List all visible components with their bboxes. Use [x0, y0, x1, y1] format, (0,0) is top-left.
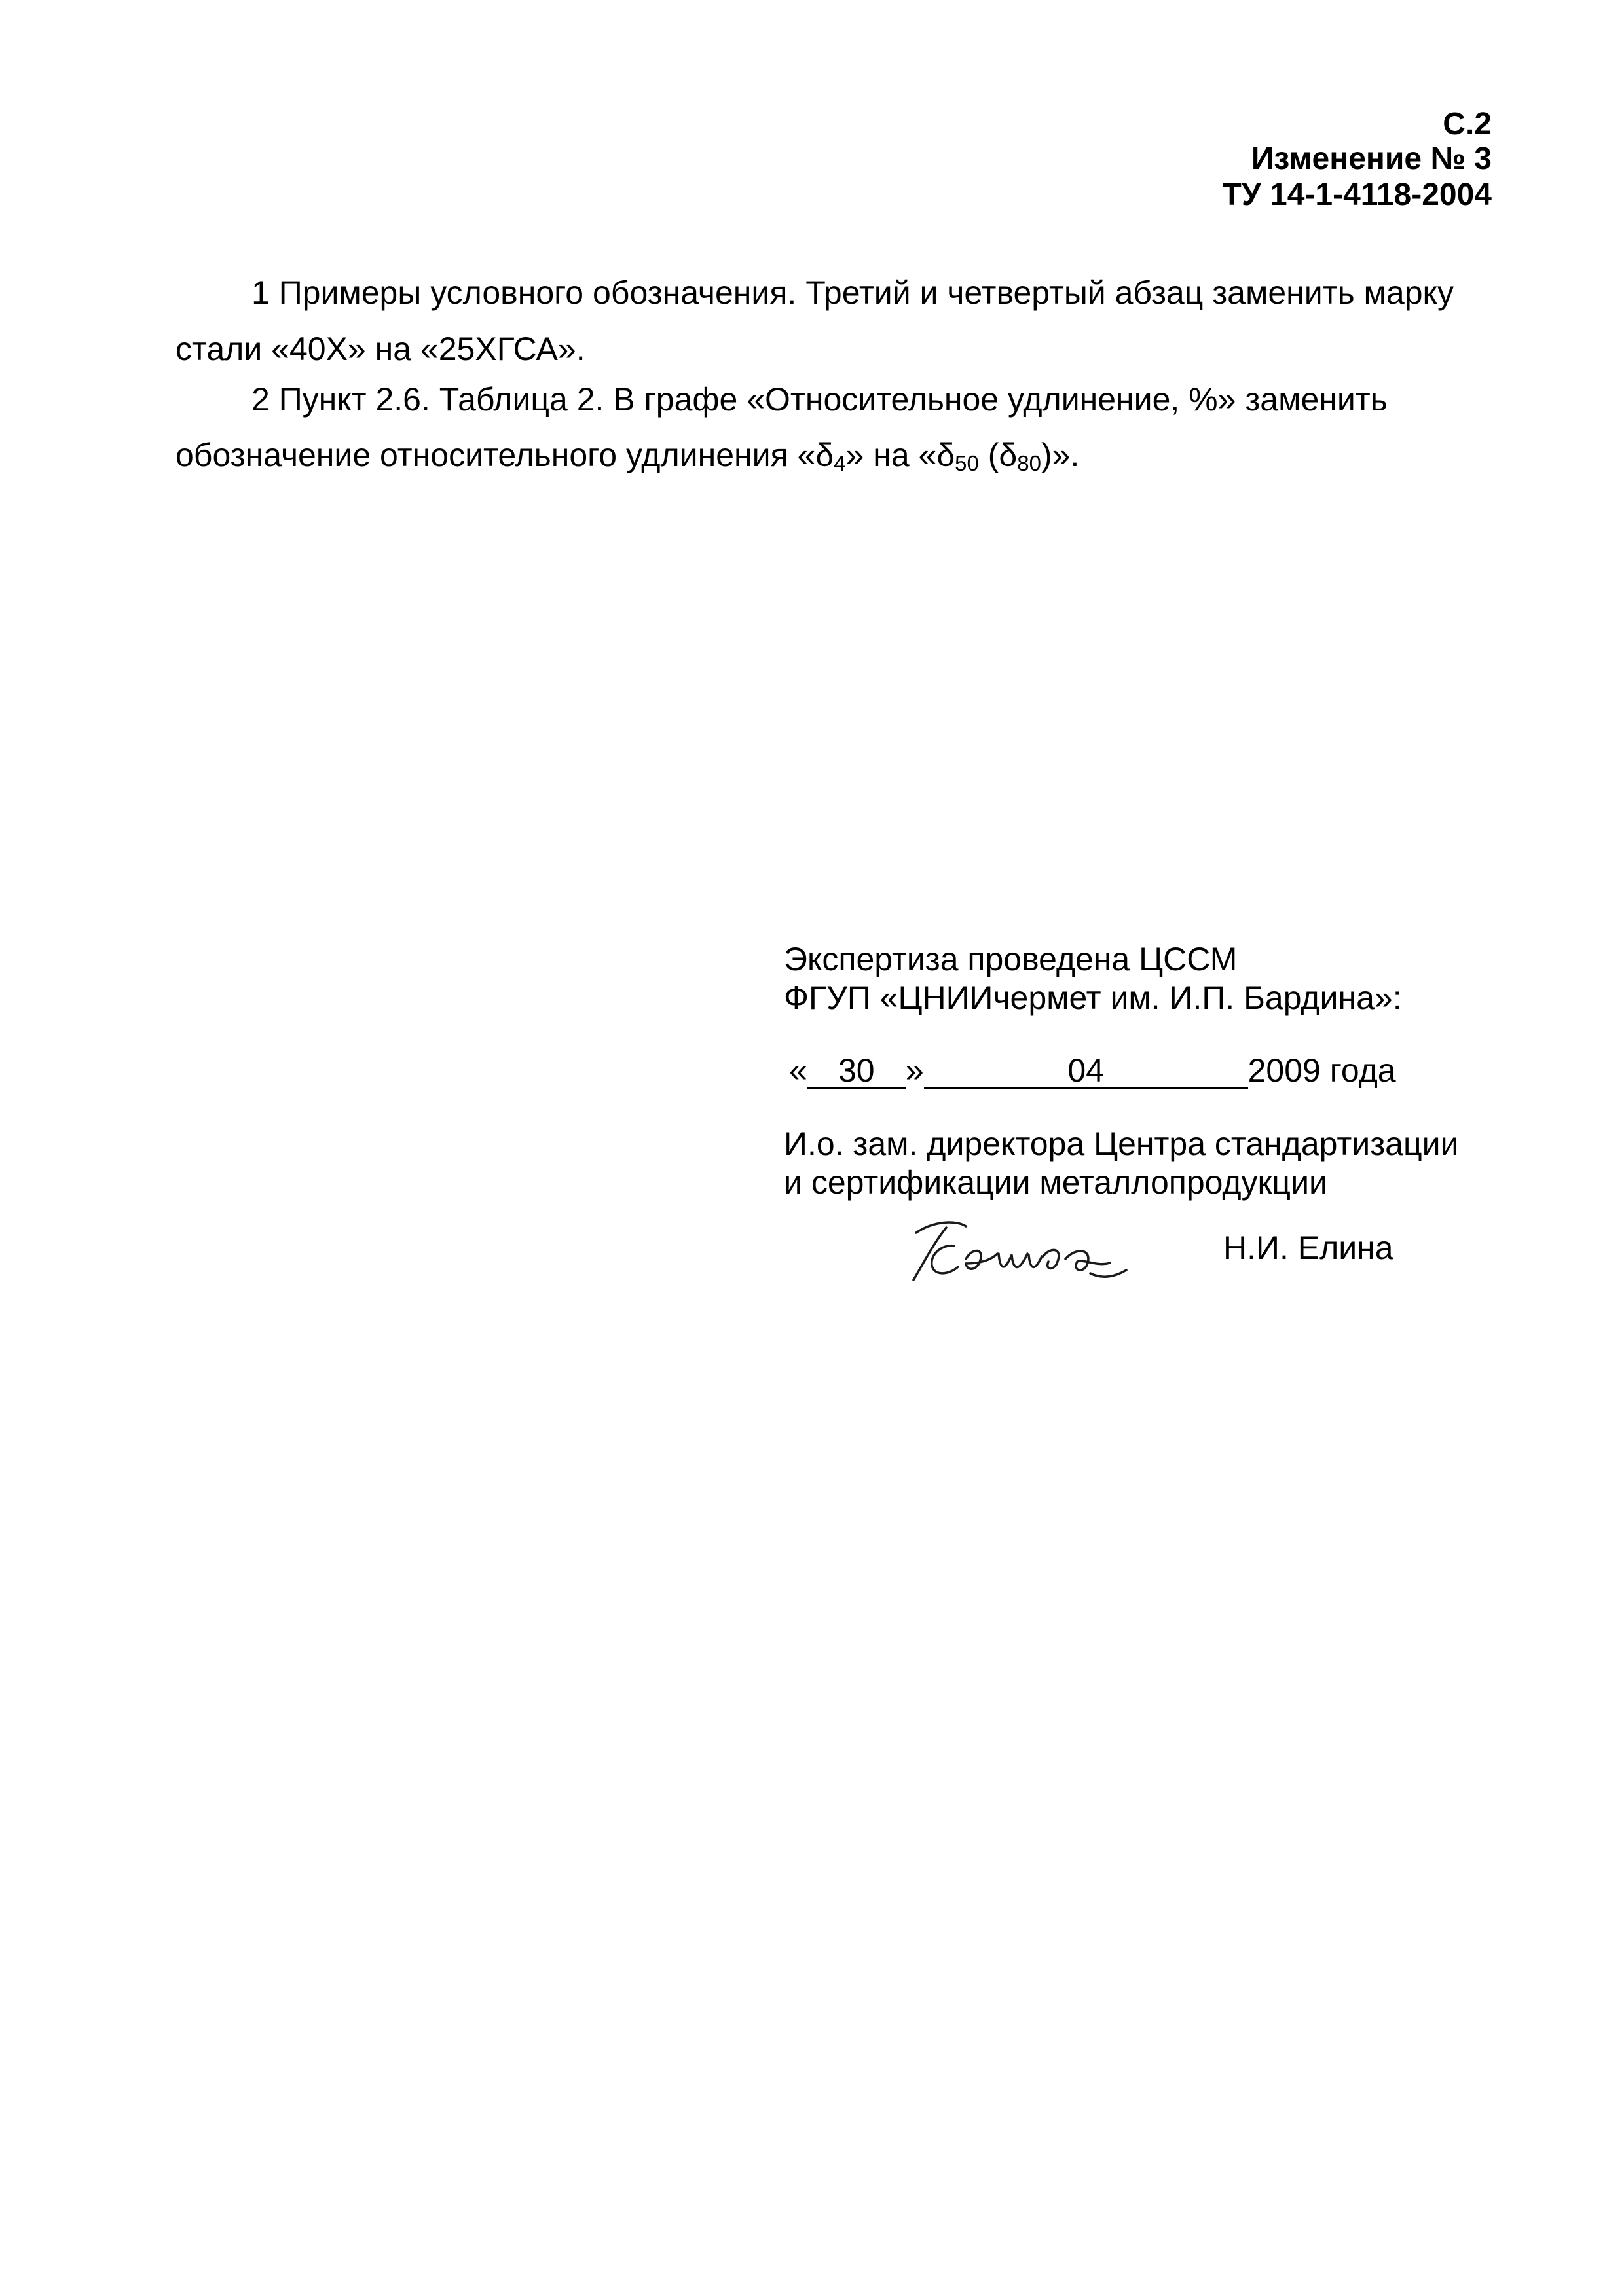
- expertise-line-1: Экспертиза проведена ЦССМ: [784, 941, 1238, 977]
- item-1-continued: [175, 333, 1485, 365]
- subscript-50: 50: [955, 451, 979, 475]
- item-2-line-2: [175, 437, 1485, 475]
- handwritten-signature: [894, 1208, 1143, 1293]
- item-1-line-2: стали «40Х» на «25ХГСА».: [175, 331, 585, 367]
- page-number: С.2: [1443, 107, 1492, 141]
- amendment-number: Изменение № 3: [1251, 141, 1492, 176]
- subscript-4: 4: [834, 451, 846, 475]
- signatory-title-line-1: И.о. зам. директора Центра стандартизации: [784, 1125, 1459, 1162]
- subscript-80: 80: [1017, 451, 1041, 475]
- standard-number: ТУ 14-1-4118-2004: [1222, 177, 1492, 212]
- item-1-line-1: 1 Примеры условного обозначения. Третий и четвертый абзац заменить марку: [251, 274, 1454, 311]
- item-2-text-d: )».: [1041, 437, 1080, 473]
- item-2-line-1: 2 Пункт 2.6. Таблица 2. В графе «Относительное удлинение, %» заменить: [251, 381, 1388, 418]
- item-1: [175, 276, 1485, 309]
- signatory-name: Н.И. Елина: [1223, 1230, 1393, 1266]
- item-2: [175, 383, 1485, 416]
- item-2-text-c: (δ: [978, 437, 1018, 473]
- date-line: [789, 1054, 1396, 1089]
- item-2-continued: [175, 437, 1485, 475]
- date-month: 04: [924, 1055, 1248, 1089]
- date-day: 30: [807, 1055, 906, 1089]
- date-close-quote: »: [905, 1052, 924, 1089]
- expertise-line-2: ФГУП «ЦНИИчермет им. И.П. Бардина»:: [784, 979, 1402, 1016]
- item-2-text-a: обозначение относительного удлинения «δ: [175, 437, 834, 473]
- date-open-quote: «: [789, 1052, 807, 1089]
- signatory-title-line-2: и сертификации металлопродукции: [784, 1164, 1327, 1201]
- item-2-text-b: » на «δ: [845, 437, 955, 473]
- date-year: 2009 года: [1247, 1052, 1396, 1089]
